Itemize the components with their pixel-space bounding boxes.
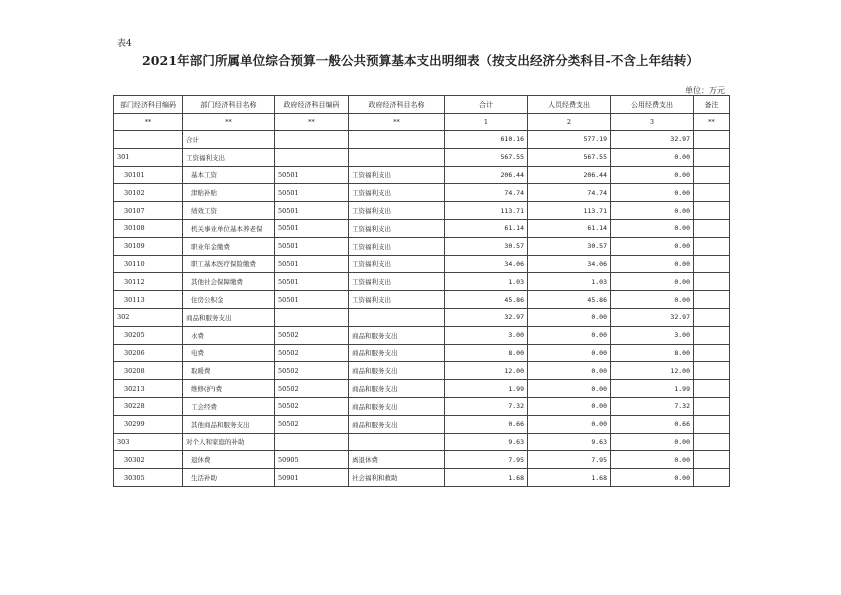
- public-cell: 0.00: [611, 184, 694, 202]
- dept-name-cell: 其他社会保障缴费: [183, 273, 275, 291]
- total-cell: 61.14: [445, 219, 528, 237]
- total-cell: 0.66: [445, 415, 528, 433]
- total-cell: 3.00: [445, 326, 528, 344]
- public-cell: 0.00: [611, 451, 694, 469]
- total-cell: 34.06: [445, 255, 528, 273]
- dept-name-cell: 工资福利支出: [183, 148, 275, 166]
- dept-name-cell: 绩效工资: [183, 202, 275, 220]
- note-cell: [694, 344, 730, 362]
- gov-name-cell: 商品和服务支出: [349, 380, 445, 398]
- note-cell: [694, 184, 730, 202]
- dept-name-cell: 商品和服务支出: [183, 308, 275, 326]
- expenditure-table: [113, 95, 730, 487]
- gov-code-cell: 50502: [275, 380, 349, 398]
- gov-name-cell: [349, 308, 445, 326]
- gov-name-cell: 商品和服务支出: [349, 344, 445, 362]
- gov-code-cell: 50502: [275, 326, 349, 344]
- dept-name-cell: 水费: [183, 326, 275, 344]
- personnel-cell: 0.00: [528, 326, 611, 344]
- dept-code-cell: 30205: [114, 326, 183, 344]
- dept-name-cell: 住房公积金: [183, 291, 275, 309]
- public-cell: 12.00: [611, 362, 694, 380]
- note-cell: [694, 255, 730, 273]
- public-cell: 0.00: [611, 148, 694, 166]
- public-cell: 0.00: [611, 433, 694, 451]
- gov-code-cell: 50501: [275, 255, 349, 273]
- table-row: [114, 202, 730, 220]
- header-cell: 政府经济科目名称: [349, 96, 445, 114]
- header-cell: 政府经济科目编码: [275, 96, 349, 114]
- gov-name-cell: 商品和服务支出: [349, 397, 445, 415]
- index-cell: 1: [445, 114, 528, 131]
- table-number: 表4: [117, 39, 132, 49]
- dept-code-cell: 30109: [114, 237, 183, 255]
- gov-name-cell: 工资福利支出: [349, 237, 445, 255]
- gov-code-cell: [275, 308, 349, 326]
- public-cell: 0.00: [611, 166, 694, 184]
- dept-code-cell: 30102: [114, 184, 183, 202]
- note-cell: [694, 397, 730, 415]
- note-cell: [694, 237, 730, 255]
- gov-name-cell: [349, 131, 445, 149]
- personnel-cell: 45.86: [528, 291, 611, 309]
- gov-name-cell: 工资福利支出: [349, 273, 445, 291]
- note-cell: [694, 469, 730, 487]
- table-row: [114, 362, 730, 380]
- total-cell: 7.32: [445, 397, 528, 415]
- gov-code-cell: 50901: [275, 469, 349, 487]
- personnel-cell: 1.68: [528, 469, 611, 487]
- public-cell: 32.97: [611, 131, 694, 149]
- table-row: [114, 380, 730, 398]
- gov-code-cell: 50502: [275, 397, 349, 415]
- table-row: [114, 433, 730, 451]
- gov-name-cell: 工资福利支出: [349, 219, 445, 237]
- table-row: [114, 148, 730, 166]
- dept-code-cell: 30110: [114, 255, 183, 273]
- total-cell: 1.03: [445, 273, 528, 291]
- index-cell: **: [694, 114, 730, 131]
- dept-name-cell: 职业年金缴费: [183, 237, 275, 255]
- total-cell: 113.71: [445, 202, 528, 220]
- public-cell: 0.00: [611, 219, 694, 237]
- table-row: [114, 131, 730, 149]
- personnel-cell: 1.03: [528, 273, 611, 291]
- note-cell: [694, 362, 730, 380]
- header-cell: 人员经费支出: [528, 96, 611, 114]
- table-row: [114, 184, 730, 202]
- index-cell: **: [114, 114, 183, 131]
- total-cell: 1.99: [445, 380, 528, 398]
- table-row: [114, 291, 730, 309]
- table-row: [114, 415, 730, 433]
- personnel-cell: 206.44: [528, 166, 611, 184]
- personnel-cell: 0.00: [528, 308, 611, 326]
- dept-name-cell: 津贴补贴: [183, 184, 275, 202]
- total-cell: 74.74: [445, 184, 528, 202]
- dept-name-cell: 合计: [183, 131, 275, 149]
- dept-code-cell: 30113: [114, 291, 183, 309]
- header-cell: 部门经济科目名称: [183, 96, 275, 114]
- total-cell: 7.95: [445, 451, 528, 469]
- dept-code-cell: 302: [114, 308, 183, 326]
- note-cell: [694, 166, 730, 184]
- note-cell: [694, 291, 730, 309]
- unit-label: 单位：万元: [685, 86, 725, 95]
- gov-name-cell: 商品和服务支出: [349, 362, 445, 380]
- index-cell: 3: [611, 114, 694, 131]
- personnel-cell: 0.00: [528, 362, 611, 380]
- personnel-cell: 0.00: [528, 415, 611, 433]
- dept-code-cell: 30228: [114, 397, 183, 415]
- dept-code-cell: 303: [114, 433, 183, 451]
- total-cell: 32.97: [445, 308, 528, 326]
- total-cell: 9.63: [445, 433, 528, 451]
- dept-code-cell: 30112: [114, 273, 183, 291]
- public-cell: 0.00: [611, 237, 694, 255]
- total-cell: 12.00: [445, 362, 528, 380]
- dept-name-cell: 工会经费: [183, 397, 275, 415]
- gov-name-cell: 工资福利支出: [349, 166, 445, 184]
- note-cell: [694, 219, 730, 237]
- total-cell: 206.44: [445, 166, 528, 184]
- gov-name-cell: [349, 433, 445, 451]
- gov-code-cell: 50501: [275, 202, 349, 220]
- table-row: [114, 237, 730, 255]
- page-title: 2021年部门所属单位综合预算一般公共预算基本支出明细表（按支出经济分类科目-不含上年结转）: [141, 53, 700, 68]
- public-cell: 0.00: [611, 202, 694, 220]
- dept-code-cell: 30213: [114, 380, 183, 398]
- header-row: [114, 96, 730, 114]
- personnel-cell: 34.06: [528, 255, 611, 273]
- dept-code-cell: 30208: [114, 362, 183, 380]
- public-cell: 0.00: [611, 469, 694, 487]
- gov-code-cell: 50501: [275, 184, 349, 202]
- personnel-cell: 113.71: [528, 202, 611, 220]
- table-row: [114, 344, 730, 362]
- table-row: [114, 326, 730, 344]
- dept-name-cell: 退休费: [183, 451, 275, 469]
- dept-name-cell: 职工基本医疗保险缴费: [183, 255, 275, 273]
- personnel-cell: 61.14: [528, 219, 611, 237]
- gov-code-cell: 50502: [275, 415, 349, 433]
- dept-name-cell: 对个人和家庭的补助: [183, 433, 275, 451]
- table-row: [114, 255, 730, 273]
- note-cell: [694, 131, 730, 149]
- total-cell: 567.55: [445, 148, 528, 166]
- personnel-cell: 0.00: [528, 380, 611, 398]
- gov-code-cell: 50905: [275, 451, 349, 469]
- personnel-cell: 0.00: [528, 344, 611, 362]
- gov-name-cell: [349, 148, 445, 166]
- gov-code-cell: 50501: [275, 166, 349, 184]
- public-cell: 0.66: [611, 415, 694, 433]
- public-cell: 7.32: [611, 397, 694, 415]
- dept-code-cell: 30108: [114, 219, 183, 237]
- index-row: [114, 114, 730, 131]
- dept-code-cell: 301: [114, 148, 183, 166]
- total-cell: 45.86: [445, 291, 528, 309]
- gov-code-cell: 50502: [275, 344, 349, 362]
- table-row: [114, 451, 730, 469]
- header-cell: 公用经费支出: [611, 96, 694, 114]
- header-cell: 备注: [694, 96, 730, 114]
- gov-code-cell: 50501: [275, 273, 349, 291]
- dept-code-cell: 30107: [114, 202, 183, 220]
- note-cell: [694, 308, 730, 326]
- gov-name-cell: 离退休费: [349, 451, 445, 469]
- personnel-cell: 7.95: [528, 451, 611, 469]
- dept-code-cell: [114, 131, 183, 149]
- personnel-cell: 567.55: [528, 148, 611, 166]
- personnel-cell: 74.74: [528, 184, 611, 202]
- note-cell: [694, 202, 730, 220]
- table-row: [114, 166, 730, 184]
- personnel-cell: 0.00: [528, 397, 611, 415]
- public-cell: 32.97: [611, 308, 694, 326]
- note-cell: [694, 415, 730, 433]
- index-cell: 2: [528, 114, 611, 131]
- total-cell: 30.57: [445, 237, 528, 255]
- table-row: [114, 219, 730, 237]
- personnel-cell: 30.57: [528, 237, 611, 255]
- gov-code-cell: 50501: [275, 219, 349, 237]
- index-cell: **: [275, 114, 349, 131]
- dept-code-cell: 30206: [114, 344, 183, 362]
- gov-name-cell: 工资福利支出: [349, 291, 445, 309]
- dept-name-cell: 基本工资: [183, 166, 275, 184]
- dept-name-cell: 维修(护)费: [183, 380, 275, 398]
- table-row: [114, 308, 730, 326]
- note-cell: [694, 148, 730, 166]
- dept-name-cell: 机关事业单位基本养老保: [183, 219, 275, 237]
- public-cell: 3.00: [611, 326, 694, 344]
- total-cell: 1.68: [445, 469, 528, 487]
- gov-name-cell: 社会福利和救助: [349, 469, 445, 487]
- note-cell: [694, 380, 730, 398]
- table-row: [114, 397, 730, 415]
- public-cell: 8.00: [611, 344, 694, 362]
- header-cell: 合计: [445, 96, 528, 114]
- gov-name-cell: 工资福利支出: [349, 202, 445, 220]
- gov-code-cell: 50501: [275, 291, 349, 309]
- gov-name-cell: 商品和服务支出: [349, 326, 445, 344]
- index-cell: **: [183, 114, 275, 131]
- total-cell: 610.16: [445, 131, 528, 149]
- dept-name-cell: 电费: [183, 344, 275, 362]
- public-cell: 0.00: [611, 291, 694, 309]
- gov-name-cell: 工资福利支出: [349, 255, 445, 273]
- dept-code-cell: 30101: [114, 166, 183, 184]
- gov-code-cell: 50501: [275, 237, 349, 255]
- gov-code-cell: [275, 131, 349, 149]
- personnel-cell: 577.19: [528, 131, 611, 149]
- note-cell: [694, 451, 730, 469]
- dept-name-cell: 其他商品和服务支出: [183, 415, 275, 433]
- dept-code-cell: 30302: [114, 451, 183, 469]
- gov-code-cell: 50502: [275, 362, 349, 380]
- dept-code-cell: 30299: [114, 415, 183, 433]
- note-cell: [694, 433, 730, 451]
- public-cell: 1.99: [611, 380, 694, 398]
- dept-name-cell: 取暖费: [183, 362, 275, 380]
- total-cell: 8.00: [445, 344, 528, 362]
- gov-name-cell: 工资福利支出: [349, 184, 445, 202]
- table-row: [114, 469, 730, 487]
- dept-code-cell: 30305: [114, 469, 183, 487]
- index-cell: **: [349, 114, 445, 131]
- header-cell: 部门经济科目编码: [114, 96, 183, 114]
- note-cell: [694, 273, 730, 291]
- public-cell: 0.00: [611, 255, 694, 273]
- table-row: [114, 273, 730, 291]
- dept-name-cell: 生活补助: [183, 469, 275, 487]
- public-cell: 0.00: [611, 273, 694, 291]
- note-cell: [694, 326, 730, 344]
- gov-name-cell: 商品和服务支出: [349, 415, 445, 433]
- gov-code-cell: [275, 148, 349, 166]
- personnel-cell: 9.63: [528, 433, 611, 451]
- gov-code-cell: [275, 433, 349, 451]
